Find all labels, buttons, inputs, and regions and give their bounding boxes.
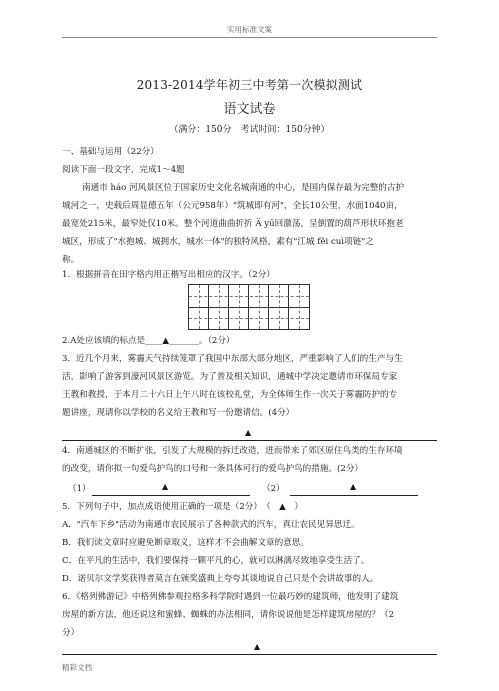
answer-marker: ▲ [254,642,261,651]
question-6-line: 分） [62,628,80,638]
q5-option-d: D．诺贝尔文学奖获得者莫言在颁奖盛典上夸夸其谈地说自己只是个会讲故事的人。 [62,574,379,584]
exam-subtitle: 语文试卷 [223,102,276,117]
section-instruction: 阅读下面一段文字，完成1～4题 [62,165,185,175]
question-5: 5．下列句子中，加点成语使用正确的一项是（2分） （ ▲ ） [62,502,303,512]
q5-option-b: B．我们读文章时应避免断章取义，这样才不会曲解文章的意思。 [62,538,309,548]
answer-line[interactable] [62,654,437,655]
passage-line: 最宽处215米，最窄处仅10米。整个河道曲曲折折 Ä yū回激荡，呈倒置的葫芦形状环抱老 [62,219,404,229]
grid-guide [299,285,300,329]
answer-marker: ▲ [245,428,252,437]
question-6-line: 6．《格列佛游记》中格列佛参观拉格多科学院时遇到一位最巧妙的建筑师，他发明了建筑 [62,592,399,602]
exam-title: 2013-2014学年初三中考第一次模拟测试 [136,78,363,92]
grid-column [209,285,229,329]
passage-line: 南通市 háo 河风景区位于国家历史文化名城南通的中心，是国内保存最为完整的古护 [82,183,405,193]
question-2: 2.A处应该填的标点是____▲_______。（2分） [62,336,235,346]
q4-blank-2-line[interactable] [290,495,418,496]
q4-blank-1-label: （1） [68,484,91,494]
page-footer: 精彩文档 [62,663,92,672]
grid-column [269,285,289,329]
q4-blank-2-label: （2） [262,484,285,494]
question-4-line: 4．南通城区的不断扩张，引发了大规模的拆迁改造，进而带来了郊区原住鸟类的生存环境 [62,446,403,456]
page-header: 实用标准文案 [227,25,272,34]
passage-line: 城区，形成了"水抱城、城拥水，城水一体"的独特风格，素有"江城 fěi cuì项链"之 [62,237,374,247]
passage-line: 城河之一，史载后周显德五年（公元958年）"筑城即有河"，全长10公里，水面1040亩， [62,201,403,211]
answer-marker: ▲ [162,482,169,491]
q5-option-c: C．在平凡的生活中，我们要保持一颗平凡的心，就可以淋漓尽致地享受生活了。 [62,556,370,566]
question-3-line: 题讲座，现请你以学校的名义给王教和写一份邀请信。(4分） [62,408,295,418]
question-4-line: 的改变，请你拟一句爱鸟护鸟的口号和一条具体可行的爱鸟护鸟的措施。(2分） [62,464,364,474]
header-rule [62,37,437,38]
question-3-line: 3．近几个月来，雾霾天气持续笼罩了我国中东部大部分地区，严重影响了人们的生产与生 [62,354,403,364]
tianzige-grid[interactable] [188,284,310,330]
section-heading: 一、基础与运用（22分） [62,147,159,157]
grid-column [249,285,269,329]
question-3-line: 王教和教授，于本月二十六日上午八时在该校礼堂，为全体师生作一次关于雾霾防护的专 [62,390,398,400]
answer-line[interactable] [62,440,437,441]
q4-blank-1-line[interactable] [92,495,250,496]
question-1: 1．根据拼音在田字格内用正楷写出相应的汉字。（2分） [62,270,275,280]
grid-column [189,285,209,329]
answer-marker: ▲ [350,482,357,491]
question-6-line: 房屋的新方法，他还说这和蜜蜂、蜘蛛的办法相同，请你说说他是怎样建筑房屋的？（2 [62,610,395,620]
passage-line: 称。 [62,255,80,265]
grid-column [229,285,249,329]
exam-info: （满分：150分 考试时间：150分钟） [169,125,330,135]
question-3-line: 活，影响了游客到濠河风景区游览。为了普及相关知识，通城中学决定邀请市环保局专家 [62,372,398,382]
q5-option-a: A．"汽车下乡"活动为南通市农民展示了各种款式的汽车，真让农民见异思迁。 [62,520,360,530]
